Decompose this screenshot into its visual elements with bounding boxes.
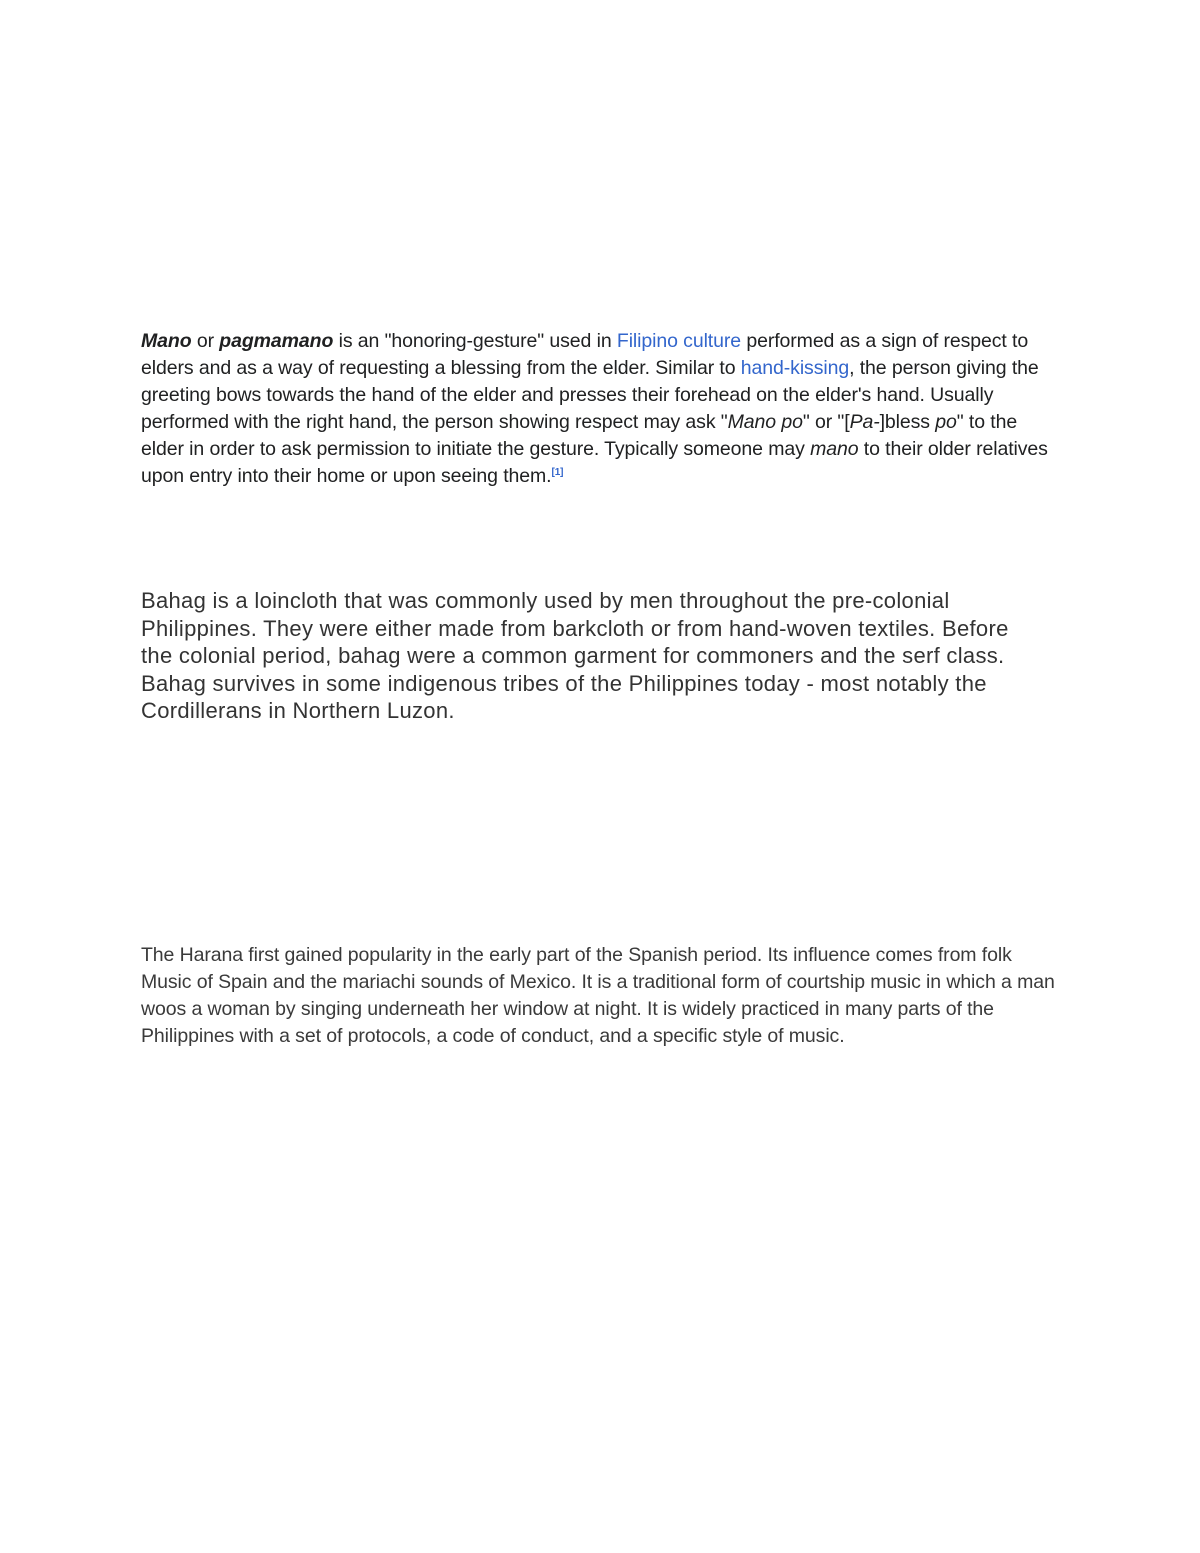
italic-po: po	[935, 411, 957, 433]
text-segment: " to the elder in order to ask permission to initiate the gesture. Typically someone may	[141, 411, 1018, 460]
text-segment: " or "[	[802, 411, 850, 433]
link-hand-kissing[interactable]: hand-kissing	[740, 357, 850, 379]
italic-pa: Pa-	[849, 411, 880, 433]
term-pagmamano: pagmamano	[219, 330, 334, 352]
text-segment: to their older relatives upon entry into their home or upon seeing them.	[141, 438, 1048, 487]
term-mano: Mano	[141, 330, 192, 352]
text-segment: or	[191, 330, 220, 352]
text-segment: performed as a sign of respect to elders and as a way of requesting a blessing from the elder. Similar to	[141, 330, 1029, 379]
link-filipino-culture[interactable]: Filipino culture	[616, 330, 742, 352]
text-segment: is an "honoring-gesture" used in	[333, 330, 617, 352]
citation-link[interactable]: [1]	[551, 467, 564, 478]
text-segment: , the person giving the greeting bows towards the hand of the elder and presses their forehead on the elder's hand. Usually performed with the right hand, the person showing respect may ask "	[141, 357, 1039, 433]
bahag-paragraph: Bahag is a loincloth that was commonly used by men throughout the pre-colonial Philippines. They were either made from barkcloth or from hand-woven textiles. Before the colonial period, bahag were a common garment for commoners and the serf class. Bahag survives in some indigenous tribes of the Philippines today - most notably the Cordillerans in Northern Luzon.	[141, 588, 1009, 723]
mano-paragraph	[141, 328, 1056, 490]
italic-mano: mano	[810, 438, 859, 460]
text-segment: ]bless	[879, 411, 936, 433]
harana-paragraph: The Harana first gained popularity in the early part of the Spanish period. Its influence comes from folk Music of Spain and the mariachi sounds of Mexico. It is a traditional form of courtship music in which a man woos a woman by singing underneath her window at night. It is widely practiced in many parts of the Philippines with a set of protocols, a code of conduct, and a specific style of music.	[141, 944, 1055, 1047]
italic-mano-po: Mano po	[727, 411, 803, 433]
